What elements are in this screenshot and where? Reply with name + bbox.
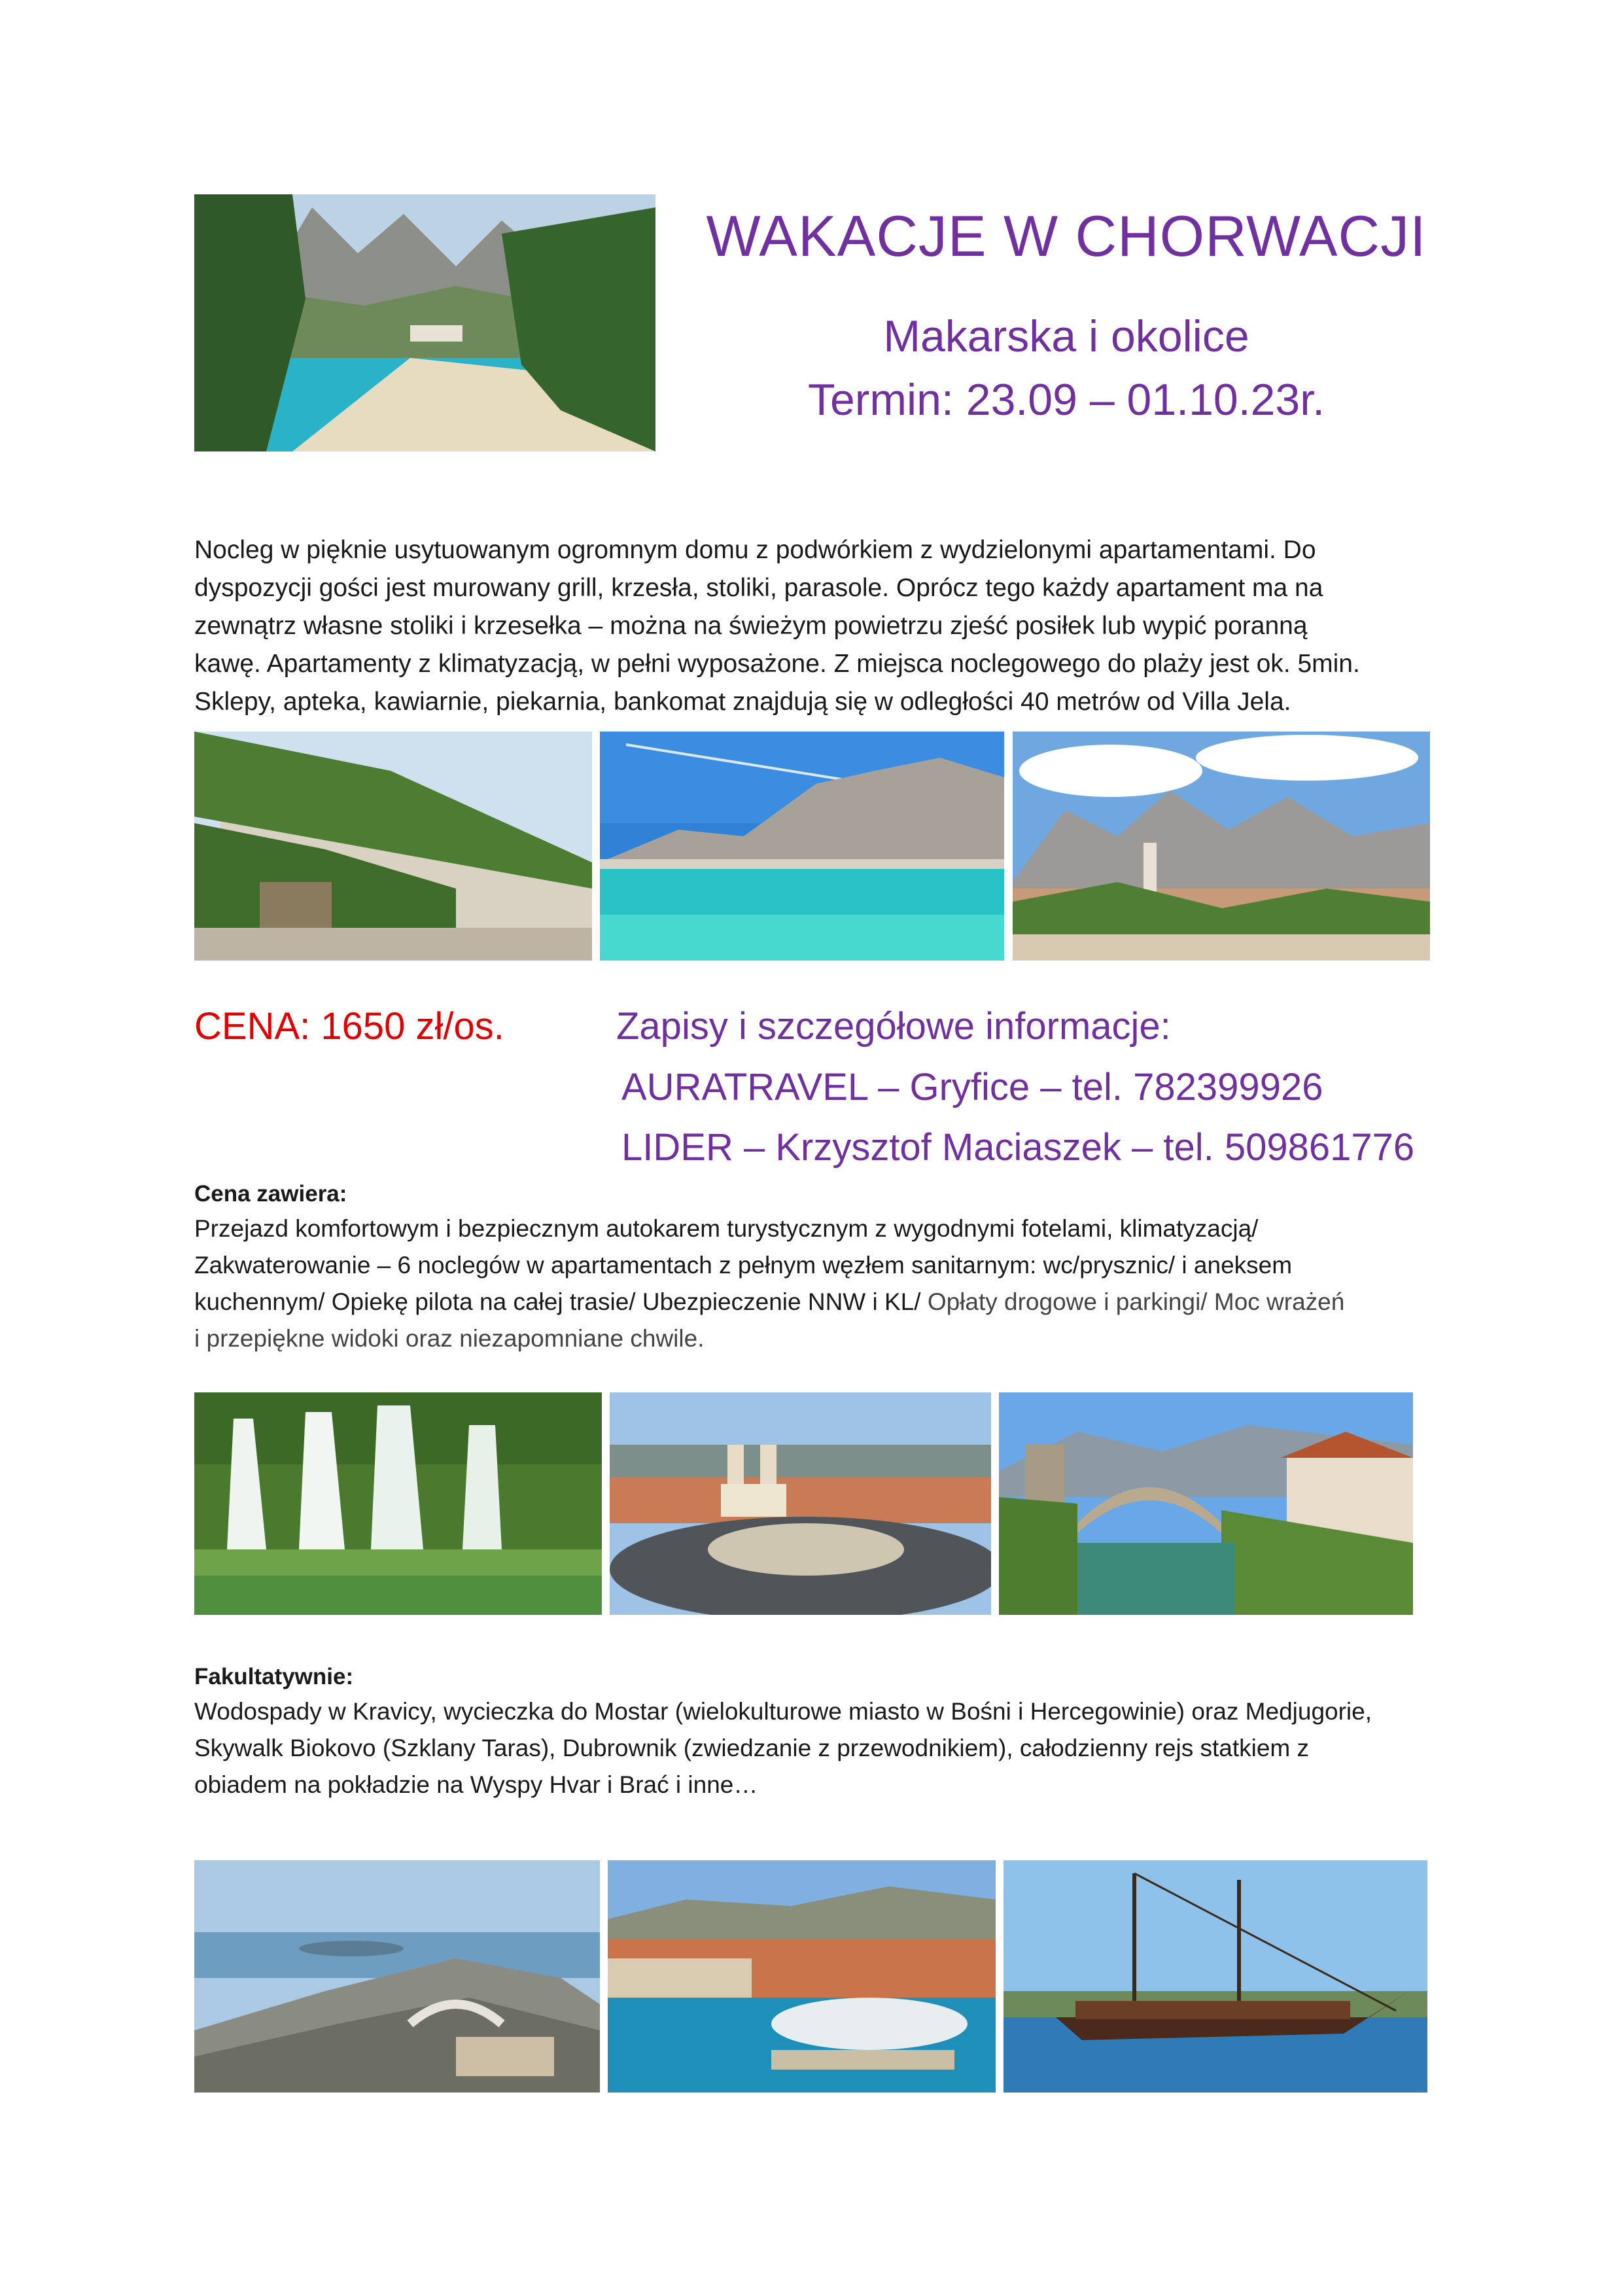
photo-kravica-waterfalls	[194, 1392, 602, 1615]
includes-line	[194, 1284, 1463, 1320]
description-line: zewnątrz własne stoliki i krzesełka – można na świeżym powietrzu zjeść posiłek lub wypić poranną	[194, 612, 1308, 640]
description-line: kawę. Apartamenty z klimatyzacją, w pełni wyposażone. Z miejsca noclegowego do plaży jest ok. 5min.	[194, 650, 1360, 678]
description-line: Nocleg w pięknie usytuowanym ogromnym domu z podwórkiem z wydzielonymi apartamentami. Do	[194, 536, 1316, 564]
photo-makarska-sea	[600, 732, 1004, 961]
price: CENA: 1650 zł/os.	[194, 1005, 504, 1048]
accommodation-description	[194, 531, 1447, 721]
photo-ship-cruise	[1003, 1860, 1427, 2093]
contact-leader: LIDER – Krzysztof Maciaszek – tel. 509861776	[621, 1126, 1415, 1169]
photo-dubrovnik	[608, 1860, 996, 2093]
destination-subtitle: Makarska i okolice	[883, 311, 1249, 361]
includes-line: Przejazd komfortowym i bezpiecznym autokarem turystycznym z wygodnymi fotelami, klimatyzacją/	[194, 1215, 1259, 1242]
includes-line-part: kuchennym/ Opiekę pilota na całej trasie/ Ubezpieczenie NNW i KL/	[194, 1288, 928, 1315]
description-line: Sklepy, apteka, kawiarnie, piekarnia, bankomat znajdują się w odległości 40 metrów od Villa Jela.	[194, 688, 1291, 716]
travel-dates: Termin: 23.09 – 01.10.23r.	[807, 375, 1325, 425]
includes-text	[194, 1210, 1463, 1357]
description-line: dyspozycji gości jest murowany grill, krzesła, stoliki, parasole. Oprócz tego każdy apartament ma na	[194, 574, 1323, 602]
photo-villa-house	[194, 732, 592, 961]
photo-mostar	[999, 1392, 1413, 1615]
page-title: WAKACJE W CHORWACJI	[706, 203, 1427, 268]
photo-makarska-town	[1013, 732, 1430, 961]
includes-heading: Cena zawiera:	[194, 1181, 347, 1207]
includes-line: i przepiękne widoki oraz niezapomniane chwile.	[194, 1325, 705, 1352]
photo-makarska-beach	[194, 194, 655, 451]
optional-heading: Fakultatywnie:	[194, 1664, 354, 1689]
contact-auratravel: AURATRAVEL – Gryfice – tel. 782399926	[621, 1066, 1323, 1108]
optional-line: Skywalk Biokovo (Szklany Taras), Dubrownik (zwiedzanie z przewodnikiem), całodzienny rejs statkiem z	[194, 1735, 1310, 1761]
includes-line-part: Opłaty drogowe i parkingi/ Moc wrażeń	[927, 1288, 1345, 1315]
photo-medjugorje	[610, 1392, 991, 1615]
photo-skywalk-biokovo	[194, 1860, 600, 2093]
contact-heading: Zapisy i szczegółowe informacje:	[616, 1005, 1171, 1048]
optional-line: Wodospady w Kravicy, wycieczka do Mostar (wielokulturowe miasto w Bośni i Hercegowinie) oraz Medjugorie,	[194, 1698, 1372, 1725]
includes-line: Zakwaterowanie – 6 noclegów w apartamentach z pełnym węzłem sanitarnym: wc/prysznic/ i aneksem	[194, 1252, 1293, 1279]
optional-line: obiadem na pokładzie na Wyspy Hvar i Brać i inne…	[194, 1771, 758, 1798]
optional-text	[194, 1693, 1463, 1803]
